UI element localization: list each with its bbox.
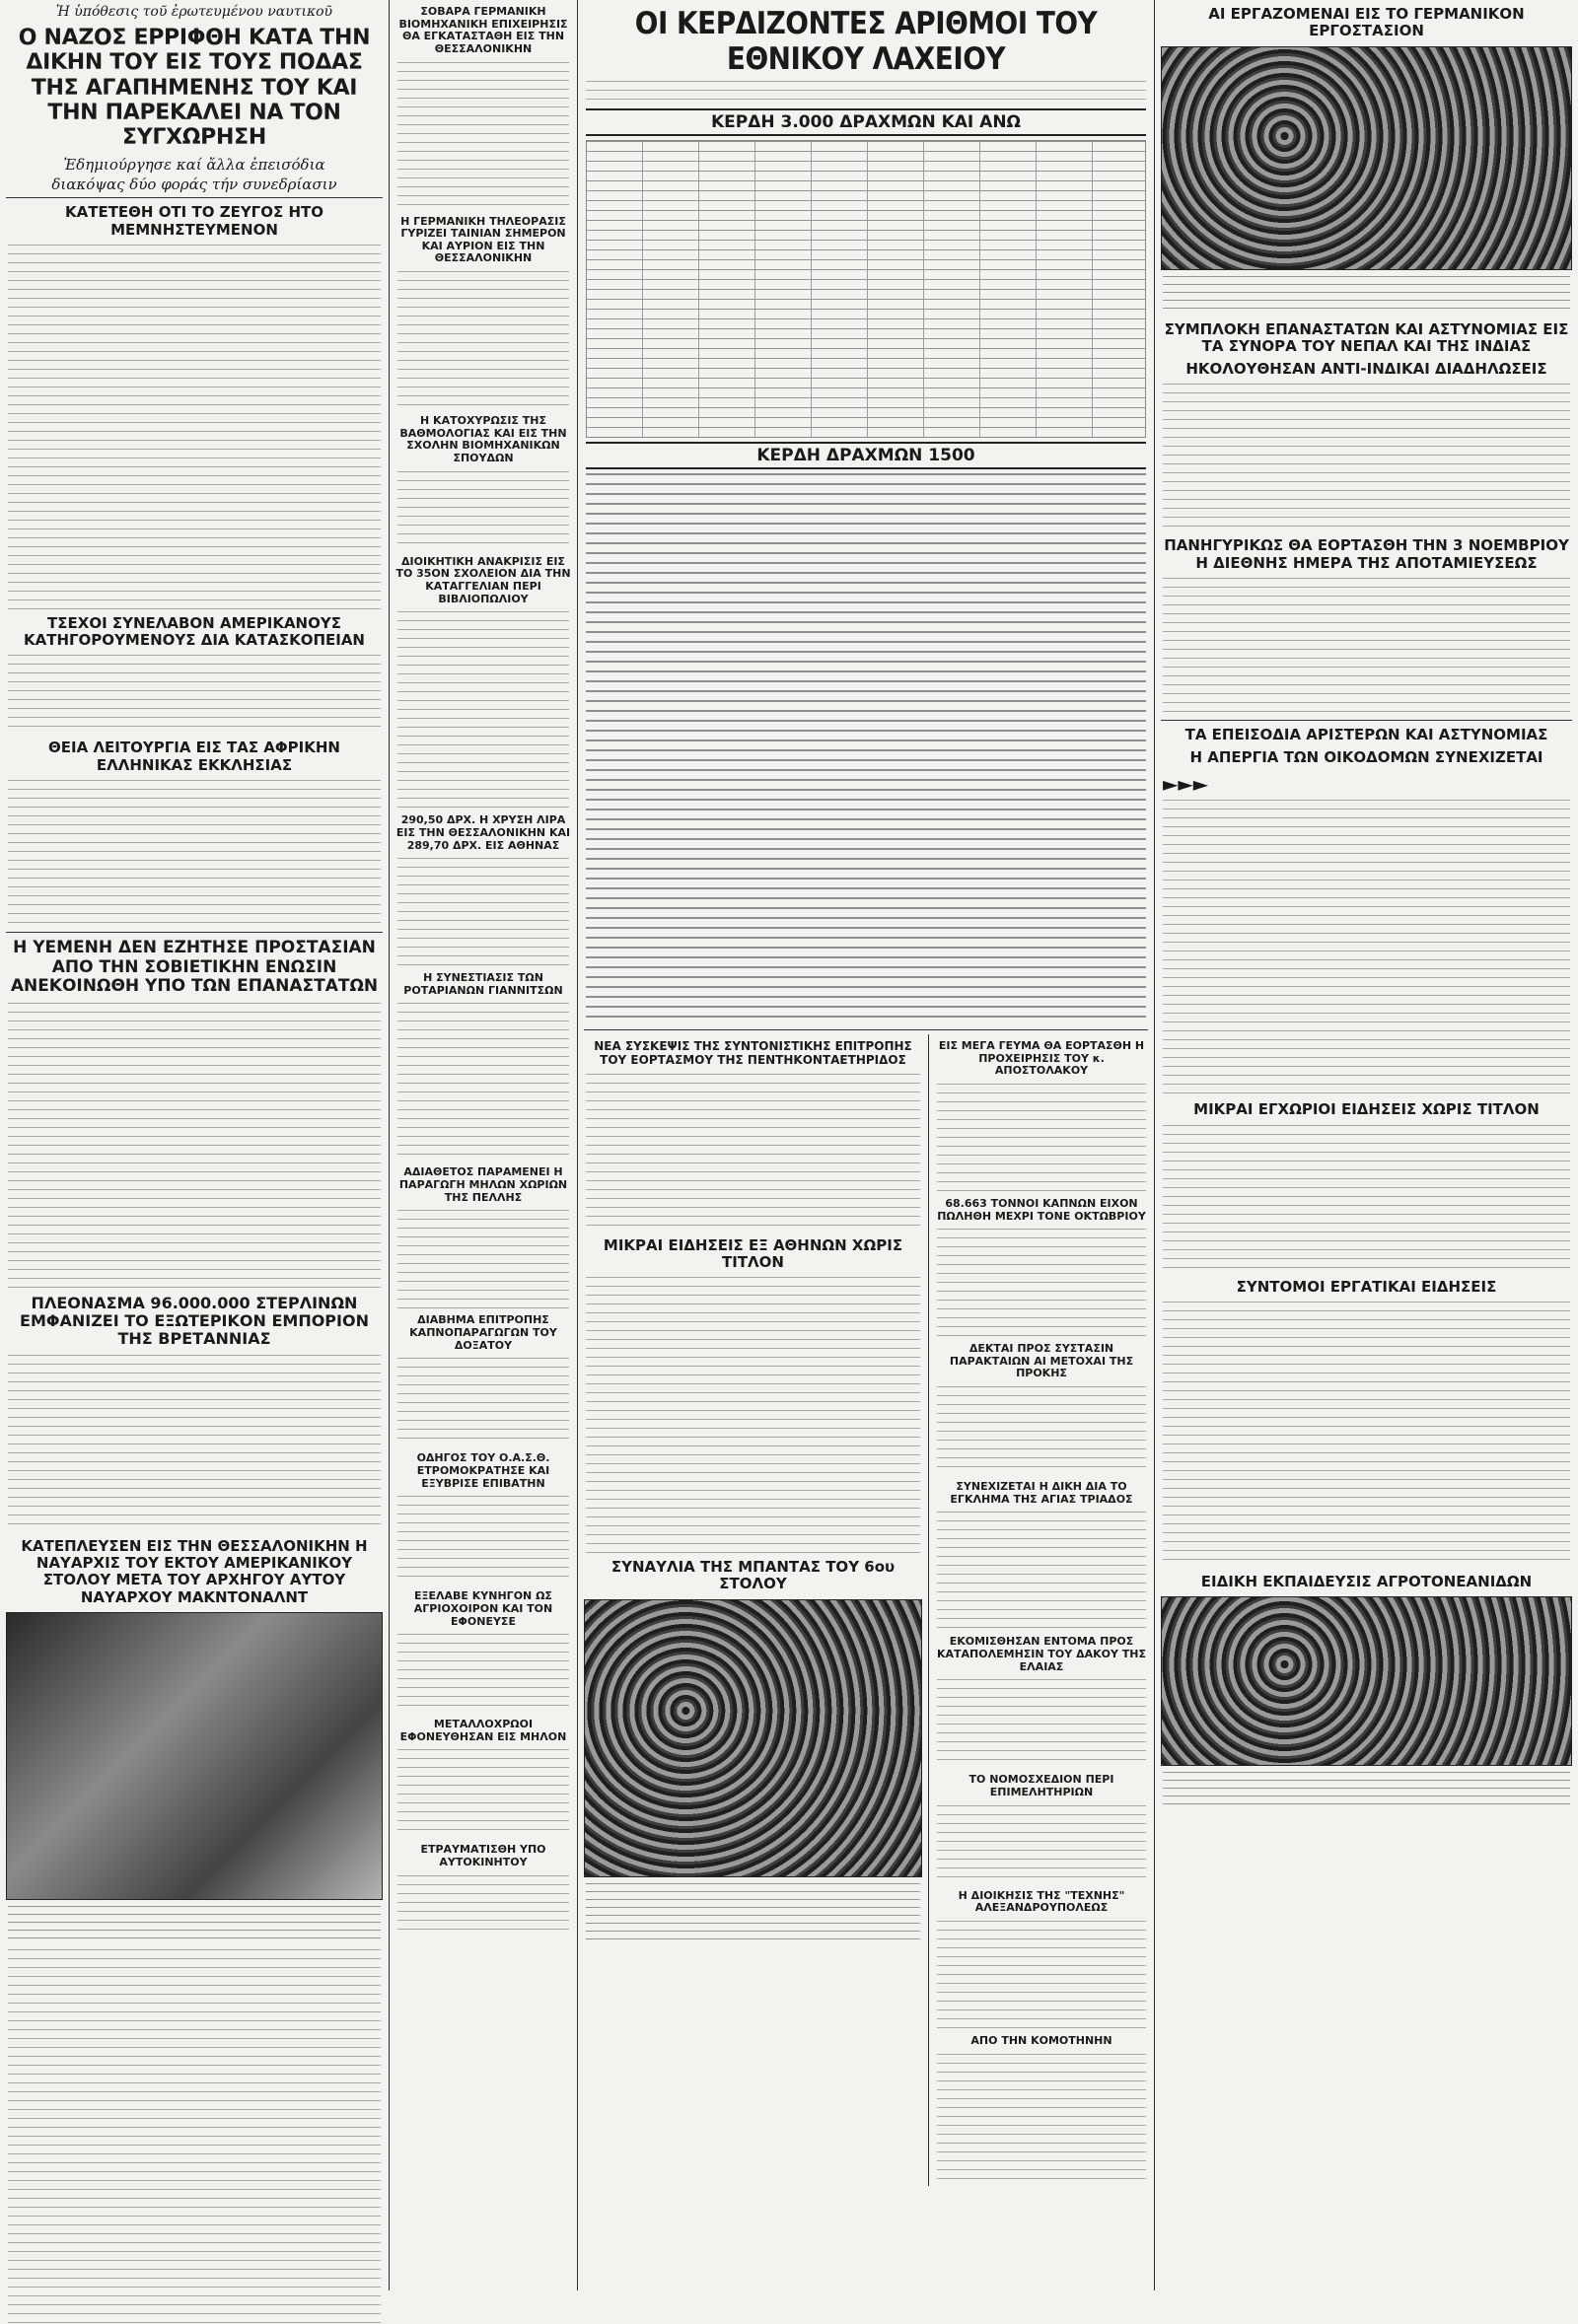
divider — [6, 932, 383, 933]
headline-agri-training: ΕΙΔΙΚΗ ΕΚΠΑΙΔΕΥΣΙΣ ΑΓΡΟΤΟΝΕΑΝΙΔΩΝ — [1200, 1572, 1533, 1590]
article-body — [1163, 800, 1570, 1095]
headline-car: ΕΤΡΑΥΜΑΤΙΣΘΗ ΥΠΟ ΑΥΤΟΚΙΝΗΤΟΥ — [420, 1843, 546, 1869]
lottery-table — [586, 140, 1146, 438]
headline-local-news: ΜΙΚΡΑΙ ΕΓΧΩΡΙΟΙ ΕΙΔΗΣΕΙΣ ΧΩΡΙΣ ΤΙΤΛΟΝ — [1193, 1100, 1540, 1119]
headline-couple: ΚΑΤΕΤΕΘΗ ΟΤΙ ΤΟ ΖΕΥΓΟΣ ΗΤΟ ΜΕΜΝΗΣΤΕΥΜΕΝΟΝ — [64, 203, 323, 239]
headline-nepal-2: ΗΚΟΛΟΥΘΗΣΑΝ ΑΝΤΙ-ΙΝΔΙΚΑΙ ΔΙΑΔΗΛΩΣΕΙΣ — [1185, 360, 1547, 378]
headline-strike: Η ΑΠΕΡΓΙΑ ΤΩΝ ΟΙΚΟΔΟΜΩΝ ΣΥΝΕΧΙΖΕΤΑΙ — [1189, 748, 1543, 766]
headline-german-tv: Η ΓΕΡΜΑΝΙΚΗ ΤΗΛΕΟΡΑΣΙΣ ΓΥΡΙΖΕΙ ΤΑΙΝΙΑΝ ΣΗΜΕΡΟΝ ΚΑΙ ΑΥΡΙΟΝ ΕΙΣ ΤΗΝ ΘΕΣΣΑΛΟΝΙΚΗΝ — [400, 214, 566, 265]
article-body — [397, 471, 569, 550]
article-body — [8, 245, 381, 609]
article-body — [937, 1229, 1146, 1337]
photo-caption — [586, 1883, 920, 1942]
article-body — [397, 62, 569, 210]
lower-section — [578, 1034, 1154, 2186]
photo-factory-workers — [1161, 46, 1572, 270]
article-body — [8, 1949, 381, 2324]
headline-german-industry: ΣΟΒΑΡΑ ΓΕΡΜΑΝΙΚΗ ΒΙΟΜΗΧΑΝΙΚΗ ΕΠΙΧΕΙΡΗΣΙΣ ΘΑ ΕΓΚΑΤΑΣΤΑΘΗ ΕΙΣ ΤΗΝ ΘΕΣΣΑΛΟΝΙΚΗΝ — [398, 5, 568, 55]
headline-yemen: Η ΥΕΜΕΝΗ ΔΕΝ ΕΖΗΤΗΣΕ ΠΡΟΣΤΑΣΙΑΝ ΑΠΟ ΤΗΝ ΣΟΒΙΕΤΙΚΗΝ ΕΝΩΣΙΝ ΑΝΕΚΟΙΝΩΘΗ ΥΠΟ ΤΩΝ ΕΠΑΝΑΣΤΑΤΩΝ — [10, 937, 379, 997]
photo-caption — [1163, 276, 1570, 316]
article-body — [397, 858, 569, 966]
headline-leftists: ΤΑ ΕΠΕΙΣΟΔΙΑ ΑΡΙΣΤΕΡΩΝ ΚΑΙ ΑΣΤΥΝΟΜΙΑΣ — [1184, 725, 1548, 743]
article-body — [8, 1355, 381, 1532]
headline-shares: ΔΕΚΤΑΙ ΠΡΟΣ ΣΥΣΤΑΣΙΝ ΠΑΡΑΚΤΑΙΩΝ ΑΙ ΜΕΤΟΧΑΙ ΤΗΣ ΠΡΟΚΗΣ — [949, 1342, 1134, 1380]
article-body — [397, 1210, 569, 1308]
headline-labor-news: ΣΥΝΤΟΜΟΙ ΕΡΓΑΤΙΚΑΙ ΕΙΔΗΣΕΙΣ — [1236, 1277, 1497, 1296]
headline-committee: ΝΕΑ ΣΥΣΚΕΨΙΣ ΤΗΣ ΣΥΝΤΟΝΙΣΤΙΚΗΣ ΕΠΙΤΡΟΠΗΣ ΤΟΥ ΕΟΡΤΑΣΜΟΥ ΤΗΣ ΠΕΝΤΗΚΟΝΤΑΕΤΗΡΙΔΟΣ — [594, 1039, 912, 1067]
headline-factory: ΑΙ ΕΡΓΑΖΟΜΕΝΑΙ ΕΙΣ ΤΟ ΓΕΡΜΑΝΙΚΟΝ ΕΡΓΟΣΤΑΣΙΟΝ — [1208, 5, 1525, 40]
photo-caption — [8, 1906, 381, 1945]
article-body — [937, 1921, 1146, 2029]
headline-miners: ΜΕΤΑΛΛΟΧΡΩΟΙ ΕΦΟΝΕΥΘΗΣΑΝ ΕΙΣ ΜΗΛΟΝ — [399, 1718, 567, 1743]
headline-tobacco: ΔΙΑΒΗΜΑ ΕΠΙΤΡΟΠΗΣ ΚΑΠΝΟΠΑΡΑΓΩΓΩΝ ΤΟΥ ΔΟΞΑΤΟΥ — [409, 1313, 557, 1352]
article-body — [937, 1084, 1146, 1192]
column-2 — [390, 0, 577, 2290]
article-body — [8, 655, 381, 734]
arrow-glyph: ►►► — [1163, 772, 1209, 797]
headline-komotini: ΑΠΟ ΤΗΝ ΚΟΜΟΤΗΝΗΝ — [970, 2033, 1112, 2047]
headline-hunter: ΕΞΕΛΑΒΕ ΚΥΝΗΓΟΝ ΩΣ ΑΓΡΙΟΧΟΙΡΟΝ ΚΑΙ ΤΟΝ ΕΦΟΝΕΥΣΕ — [413, 1589, 553, 1628]
article-body — [8, 780, 381, 928]
article-body — [1163, 578, 1570, 716]
headline-navy: ΚΑΤΕΠΛΕΥΣΕΝ ΕΙΣ ΤΗΝ ΘΕΣΣΑΛΟΝΙΚΗΝ Η ΝΑΥΑΡΧΙΣ ΤΟΥ ΕΚΤΟΥ ΑΜΕΡΙΚΑΝΙΚΟΥ ΣΤΟΛΟΥ ΜΕΤΑ ΤΟΥ ΑΡΧΗΓΟΥ ΑΥΤΟΥ ΝΑΥΑΡΧΟΥ ΜΑΚΝΤΟΝΑΛΝΤ — [21, 1536, 368, 1606]
photo-caption — [1163, 1772, 1570, 1811]
headline-nepal: ΣΥΜΠΛΟΚΗ ΕΠΑΝΑΣΤΑΤΩΝ ΚΑΙ ΑΣΤΥΝΟΜΙΑΣ ΕΙΣ ΤΑ ΣΥΝΟΡΑ ΤΟΥ ΝΕΠΑΛ ΚΑΙ ΤΗΣ ΙΝΔΙΑΣ — [1164, 319, 1569, 355]
headline-rotary: Η ΣΥΝΕΣΤΙΑΣΙΣ ΤΩΝ ΡΟΤΑΡΙΑΝΩΝ ΓΙΑΝΝΙΤΣΩΝ — [403, 971, 563, 997]
subhead-2: διακόψας δύο φοράς τήν συνεδρίασιν — [51, 176, 337, 194]
article-body — [397, 1003, 569, 1161]
article-body — [1163, 384, 1570, 531]
article-body — [937, 1386, 1146, 1475]
lottery-masthead: ΟΙ ΚΕΡΔΙΖΟΝΤΕΣ ΑΡΙΘΜΟΙ ΤΟΥ ΕΘΝΙΚΟΥ ΛΑΧΕΙΟΥ — [634, 6, 1098, 77]
band-3000: ΚΕΡΔΗ 3.000 ΔΡΑΧΜΩΝ ΚΑΙ ΑΝΩ — [586, 108, 1146, 136]
headline-savings-day: ΠΑΝΗΓΥΡΙΚΩΣ ΘΑ ΕΟΡΤΑΣΘΗ ΤΗΝ 3 ΝΟΕΜΒΡΙΟΥ Η ΔΙΕΘΝΗΣ ΗΜΕΡΑ ΤΗΣ ΑΠΟΤΑΜΙΕΥΣΕΩΣ — [1164, 536, 1569, 572]
headline-insects: ΕΚΟΜΙΣΘΗΣΑΝ ΕΝΤΟΜΑ ΠΡΟΣ ΚΑΤΑΠΟΛΕΜΗΣΙΝ ΤΟΥ ΔΑΚΟΥ ΤΗΣ ΕΛΑΙΑΣ — [936, 1635, 1146, 1673]
column-1 — [0, 0, 389, 2290]
headline-liturgy: ΘΕΙΑ ΛΕΙΤΟΥΡΓΙΑ ΕΙΣ ΤΑΣ ΑΦΡΙΚΗΝ ΕΛΛΗΝΙΚΑΣ ΕΚΚΛΗΣΙΑΣ — [48, 739, 340, 774]
article-body — [1163, 1125, 1570, 1273]
column-3 — [578, 0, 1154, 2290]
band-1500: ΚΕΡΔΗ ΔΡΑΧΜΩΝ 1500 — [586, 442, 1146, 469]
headline-techni: Η ΔΙΟΙΚΗΣΙΣ ΤΗΣ "ΤΕΧΝΗΣ" ΑΛΕΞΑΝΔΡΟΥΠΟΛΕΩΣ — [958, 1888, 1125, 1915]
headline-tobacco-tons: 68.663 ΤΟΝΝΟΙ ΚΑΠΝΩΝ ΕΙΧΟΝ ΠΩΛΗΘΗ ΜΕΧΡΙ ΤΟΝΕ ΟΚΤΩΒΡΙΟΥ — [937, 1196, 1146, 1223]
article-body — [937, 1805, 1146, 1884]
headline-gold: 290,50 ΔΡΧ. Η ΧΡΥΣΗ ΛΙΡΑ ΕΙΣ ΤΗΝ ΘΕΣΣΑΛΟΝΙΚΗΝ ΚΑΙ 289,70 ΔΡΧ. ΕΙΣ ΑΘΗΝΑΣ — [395, 813, 571, 852]
article-body — [397, 1496, 569, 1585]
photo-band-concert — [584, 1599, 922, 1877]
photo-admiral — [6, 1612, 383, 1900]
headline-sterling: ΠΛΕΟΝΑΣΜΑ 96.000.000 ΣΤΕΡΛΙΝΩΝ ΕΜΦΑΝΙΖΕΙ ΤΟ ΕΞΩΤΕΡΙΚΟΝ ΕΜΠΟΡΙΟΝ ΤΗΣ ΒΡΕΤΑΝΝΙΑΣ — [20, 1293, 369, 1349]
lottery-numbers — [586, 473, 1146, 1025]
divider — [584, 1029, 1148, 1030]
headline-athens-news: ΜΙΚΡΑΙ ΕΙΔΗΣΕΙΣ ΕΞ ΑΘΗΝΩΝ ΧΩΡΙΣ ΤΙΤΛΟΝ — [603, 1235, 903, 1271]
lower-right — [929, 1034, 1154, 2186]
article-body — [937, 1512, 1146, 1630]
photo-agri-training — [1161, 1596, 1572, 1766]
article-body — [8, 1003, 381, 1289]
kicker-nazos: Ἡ ὑπόθεσις τοῦ ἐρωτευμένου ναυτικοῦ — [55, 4, 333, 20]
article-body — [937, 1679, 1146, 1768]
headline-czech: ΤΣΕΧΟΙ ΣΥΝΕΛΑΒΟΝ ΑΜΕΡΙΚΑΝΟΥΣ ΚΑΤΗΓΟΡΟΥΜΕΝΟΥΣ ΔΙΑ ΚΑΤΑΣΚΟΠΕΙΑΝ — [23, 613, 365, 650]
divider — [6, 197, 383, 198]
article-body — [586, 1074, 920, 1232]
article-body — [937, 2054, 1146, 2182]
article-body — [397, 1749, 569, 1838]
headline-bus-driver: ΟΔΗΓΟΣ ΤΟΥ Ο.Α.Σ.Θ. ΕΤΡΟΜΟΚΡΑΤΗΣΕ ΚΑΙ ΕΞΥΒΡΙΣΕ ΕΠΙΒΑΤΗΝ — [416, 1451, 550, 1490]
headline-nazos: Ο ΝΑΖΟΣ ΕΡΡΙΦΘΗ ΚΑΤΑ ΤΗΝ ΔΙΚΗΝ ΤΟΥ ΕΙΣ ΤΟΥΣ ΠΟΔΑΣ ΤΗΣ ΑΓΑΠΗΜΕΝΗΣ ΤΟΥ ΚΑΙ ΤΗΝ ΠΑΡΕΚΑΛΕΙ ΝΑ ΤΟΝ ΣΥΓΧΩΡΗΣΗ — [18, 26, 371, 151]
divider — [1161, 720, 1572, 721]
article-body — [397, 1358, 569, 1446]
subhead-1: Ἐδημιούργησε καί ἄλλα ἐπεισόδια — [63, 156, 325, 175]
article-body — [397, 611, 569, 809]
article-body — [586, 81, 1146, 105]
article-body — [586, 1277, 920, 1553]
headline-band: ΣΥΝΑΥΛΙΑ ΤΗΣ ΜΠΑΝΤΑΣ ΤΟΥ 6ου ΣΤΟΛΟΥ — [610, 1558, 896, 1593]
headline-grading: Η ΚΑΤΟΧΥΡΩΣΙΣ ΤΗΣ ΒΑΘΜΟΛΟΓΙΑΣ ΚΑΙ ΕΙΣ ΤΗΝ ΣΧΟΛΗΝ ΒΙΟΜΗΧΑΝΙΚΩΝ ΣΠΟΥΔΩΝ — [399, 414, 567, 465]
article-body — [1163, 1302, 1570, 1568]
headline-bill: ΤΟ ΝΟΜΟΣΧΕΔΙΟΝ ΠΕΡΙ ΕΠΙΜΕΛΗΤΗΡΙΩΝ — [968, 1773, 1114, 1798]
headline-apples: ΑΔΙΑΘΕΤΟΣ ΠΑΡΑΜΕΝΕΙ Η ΠΑΡΑΓΩΓΗ ΜΗΛΩΝ ΧΩΡΙΩΝ ΤΗΣ ΠΕΛΛΗΣ — [398, 1165, 568, 1204]
column-4 — [1155, 0, 1578, 2290]
article-body — [397, 1875, 569, 1935]
article-body — [397, 1634, 569, 1713]
headline-inquiry: ΔΙΟΙΚΗΤΙΚΗ ΑΝΑΚΡΙΣΙΣ ΕΙΣ ΤΟ 35ΟΝ ΣΧΟΛΕΙΟΝ ΔΙΑ ΤΗΝ ΚΑΤΑΓΓΕΛΙΑΝ ΠΕΡΙ ΒΙΒΛΙΟΠΩΛΙΟΥ — [395, 554, 571, 605]
article-body — [397, 271, 569, 409]
lower-left — [578, 1034, 928, 2186]
headline-dinner: ΕΙΣ ΜΕΓΑ ΓΕΥΜΑ ΘΑ ΕΟΡΤΑΣΘΗ Η ΠΡΟΧΕΙΡΗΣΙΣ ΤΟΥ κ. ΑΠΟΣΤΟΛΑΚΟΥ — [938, 1039, 1145, 1078]
headline-trial: ΣΥΝΕΧΙΖΕΤΑΙ Η ΔΙΚΗ ΔΙΑ ΤΟ ΕΓΚΛΗΜΑ ΤΗΣ ΑΓΙΑΣ ΤΡΙΑΔΟΣ — [950, 1480, 1133, 1506]
